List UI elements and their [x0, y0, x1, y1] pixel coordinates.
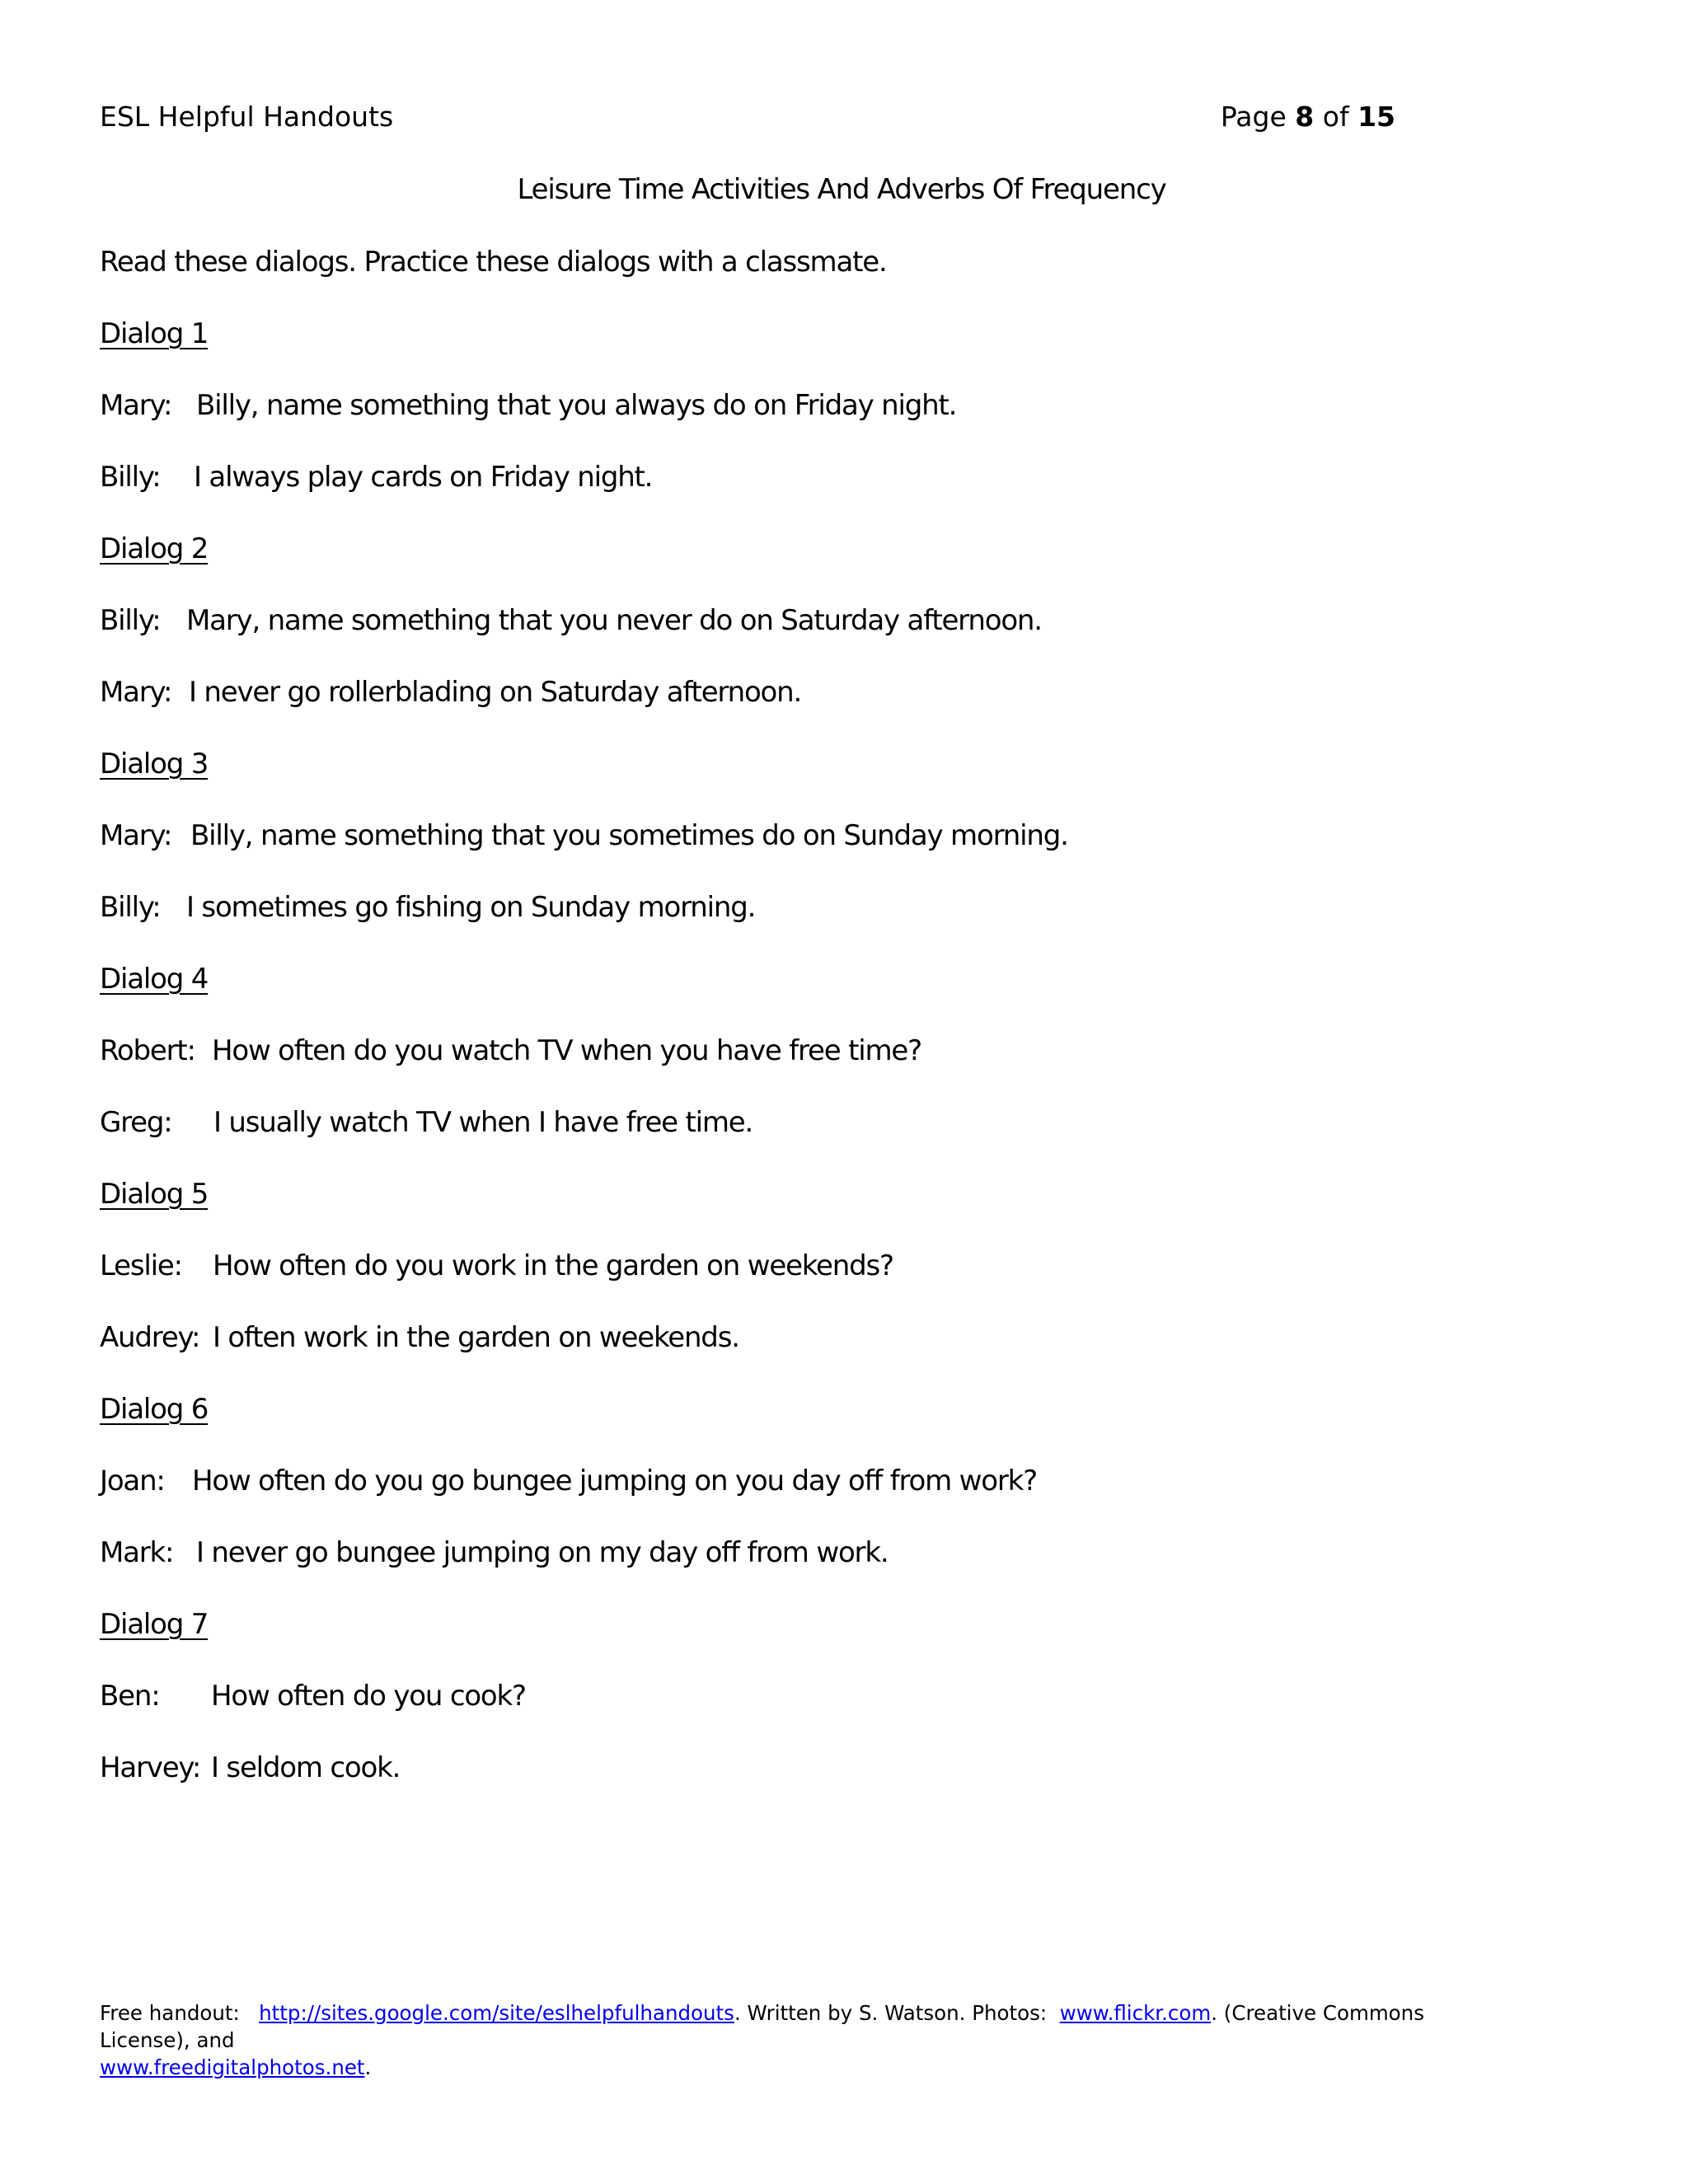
dialog-line — [100, 1751, 401, 1784]
speaker: Leslie: — [100, 1249, 182, 1282]
document-title-text: Leisure Time Activities And Adverbs Of Frequency — [517, 173, 1166, 206]
dialog-heading: Dialog 7 — [100, 1608, 209, 1641]
speaker: Joan: — [100, 1465, 165, 1497]
speaker: Billy: — [100, 891, 161, 924]
flickr-link[interactable]: www.flickr.com — [1059, 2001, 1212, 2025]
speaker: Mark: — [100, 1536, 174, 1569]
footer-end: . — [364, 2055, 372, 2079]
page-number — [1221, 101, 1395, 133]
dialog-heading: Dialog 6 — [100, 1393, 209, 1426]
page-total: 15 — [1357, 101, 1395, 133]
dialog-heading: Dialog 3 — [100, 748, 209, 780]
speaker: Robert: — [100, 1034, 195, 1067]
dialog-line — [100, 1465, 1037, 1497]
header-title: ESL Helpful Handouts — [100, 101, 394, 133]
speaker: Audrey: — [100, 1321, 200, 1354]
speaker: Mary: — [100, 676, 172, 709]
utterance: How often do you cook? — [211, 1680, 526, 1713]
site-link[interactable]: http://sites.google.com/site/eslhelpfulhandouts — [259, 2001, 734, 2025]
document-title — [0, 173, 1688, 206]
utterance: Billy, name something that you always do on Friday night. — [196, 389, 957, 422]
instructions: Read these dialogs. Practice these dialogs with a classmate. — [100, 246, 887, 279]
dialog-line — [100, 1034, 921, 1067]
page-prefix: Page — [1220, 101, 1287, 133]
speaker: Ben: — [100, 1680, 160, 1713]
page-header — [100, 101, 1395, 137]
speaker: Harvey: — [100, 1751, 201, 1784]
utterance: I never go rollerblading on Saturday afternoon. — [189, 676, 802, 709]
utterance: Mary, name something that you never do on Saturday afternoon. — [186, 604, 1042, 637]
page-footer — [100, 1999, 1451, 2081]
utterance: How often do you watch TV when you have free time? — [212, 1034, 921, 1067]
dialog-line — [100, 1249, 893, 1282]
dialog-line — [100, 819, 1068, 852]
speaker: Billy: — [100, 461, 161, 494]
utterance: I never go bungee jumping on my day off from work. — [196, 1536, 889, 1569]
utterance: I often work in the garden on weekends. — [213, 1321, 739, 1354]
utterance: How often do you work in the garden on weekends? — [213, 1249, 893, 1282]
utterance: How often do you go bungee jumping on you day off from work? — [192, 1465, 1037, 1497]
speaker: Mary: — [100, 389, 172, 422]
utterance: I sometimes go fishing on Sunday morning. — [186, 891, 756, 924]
dialog-line — [100, 389, 957, 422]
page-current: 8 — [1295, 101, 1315, 133]
dialog-line — [100, 604, 1042, 637]
speaker: Mary: — [100, 819, 172, 852]
dialog-line — [100, 1536, 889, 1569]
footer-middle: . Written by S. Watson. Photos: — [734, 2001, 1048, 2025]
dialog-line — [100, 461, 653, 494]
freedigitalphotos-link[interactable]: www.freedigitalphotos.net — [100, 2055, 365, 2079]
footer-prefix: Free handout: — [100, 2001, 240, 2025]
dialog-line — [100, 676, 802, 709]
dialog-heading: Dialog 4 — [100, 963, 209, 996]
dialog-line — [100, 891, 756, 924]
footer-license: . (Creative Commons License), and — [100, 2001, 1424, 2052]
utterance: I seldom cook. — [211, 1751, 401, 1784]
utterance: I usually watch TV when I have free time. — [213, 1106, 753, 1139]
utterance: I always play cards on Friday night. — [194, 461, 653, 494]
utterance: Billy, name something that you sometimes do on Sunday morning. — [190, 819, 1068, 852]
dialog-heading: Dialog 2 — [100, 532, 209, 565]
speaker: Billy: — [100, 604, 161, 637]
page-of: of — [1322, 101, 1349, 133]
dialog-line — [100, 1321, 739, 1354]
dialog-heading: Dialog 5 — [100, 1178, 209, 1211]
dialog-line — [100, 1106, 753, 1139]
dialog-heading: Dialog 1 — [100, 317, 209, 350]
dialog-line — [100, 1680, 526, 1713]
speaker: Greg: — [100, 1106, 172, 1139]
